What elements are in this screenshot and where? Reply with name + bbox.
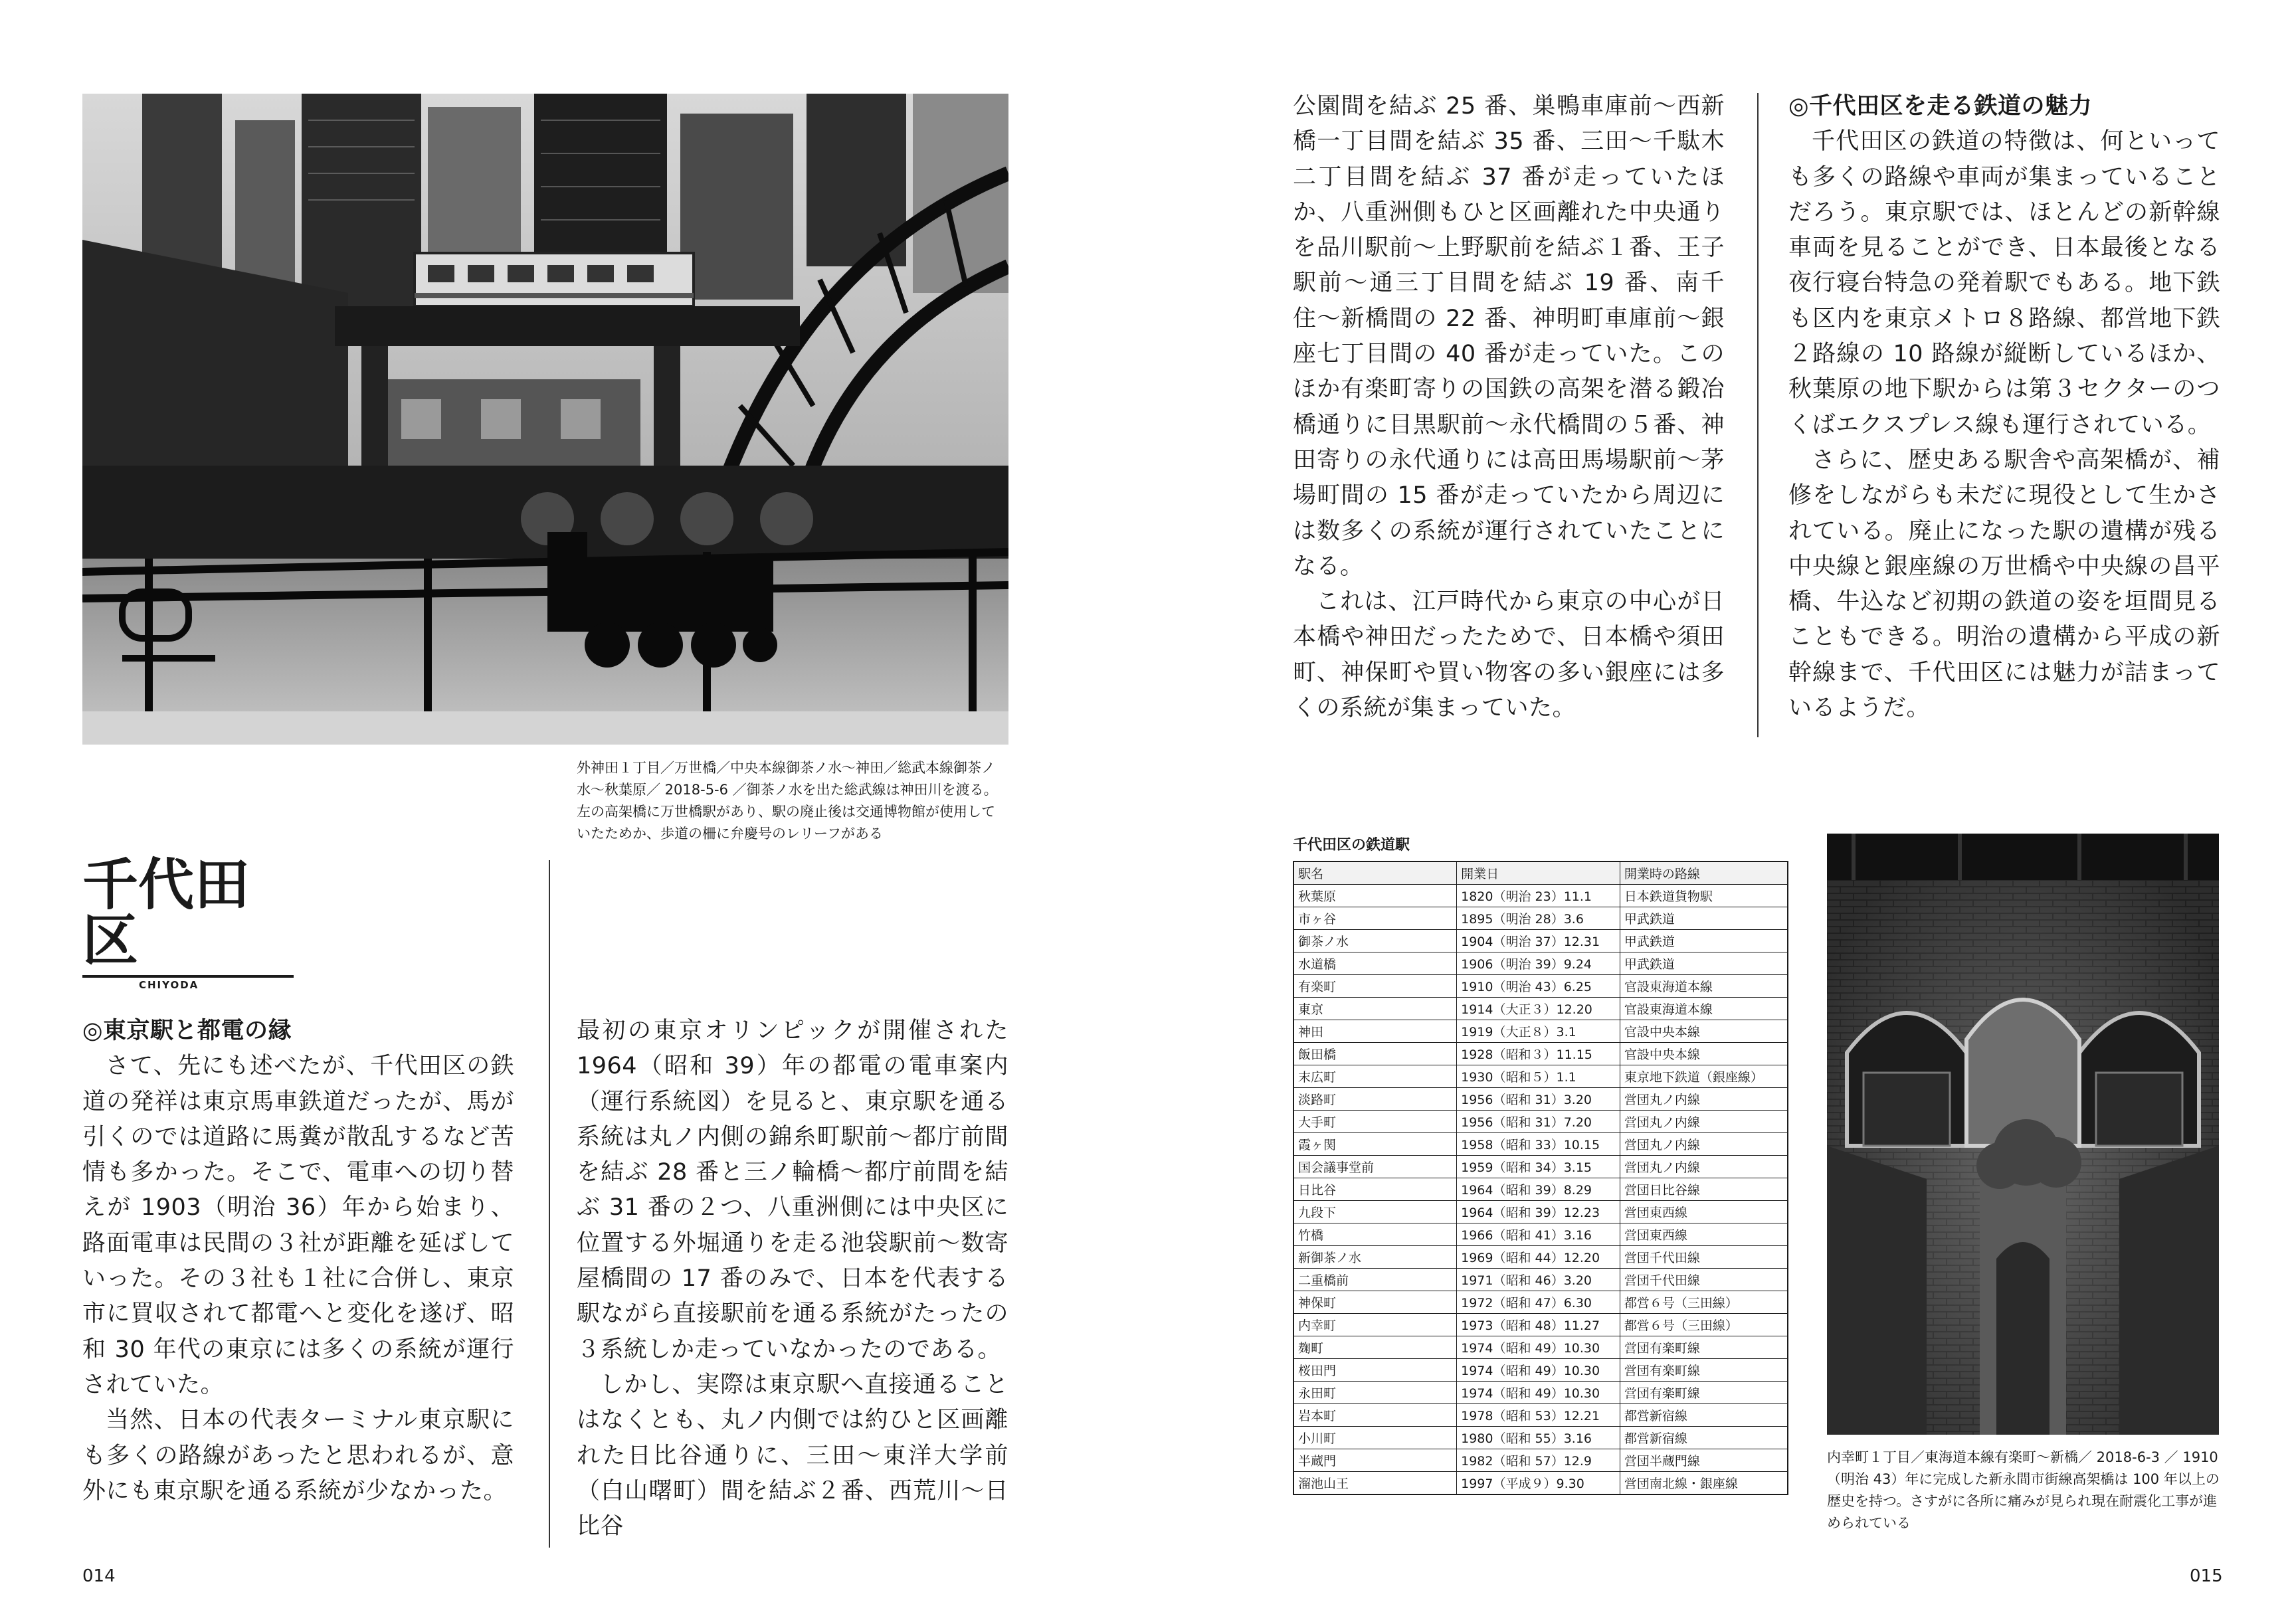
table-row: [1293, 1088, 1788, 1111]
table-row: [1293, 1314, 1788, 1336]
station-name-cell: 溜池山王: [1293, 1472, 1457, 1495]
brick-viaduct-photo-illustration: [1827, 834, 2219, 1435]
opening-date-cell: 1974（昭和 49）10.30: [1457, 1336, 1620, 1359]
station-name-cell: 有楽町: [1293, 975, 1457, 998]
opening-date-cell: 1928（昭和３）11.15: [1457, 1043, 1620, 1065]
opening-date-cell: 1982（昭和 57）12.9: [1457, 1449, 1620, 1472]
opening-date-cell: 1910（明治 43）6.25: [1457, 975, 1620, 998]
body-paragraph: 公園間を結ぶ 25 番、巣鴨車庫前〜西新橋一丁目間を結ぶ 35 番、三田〜千駄木二丁目間を結ぶ 37 番が走っていたほか、八重洲側もひと区画離れた中央通りを品川駅前〜上野駅前を結ぶ１番、王子駅前〜通三丁目間を結ぶ 19 番、南千住〜新橋間の 22 番、神明町車庫前〜銀座七丁目間の 40 番が走っていた。このほか有楽町寄りの国鉄の高架を潜る鍛冶橋通りに目黒駅前〜永代橋間の５番、神田寄りの永代通りには高田馬場駅前〜茅場町間の 15 番が走っていたから周辺には数多くの系統が運行されていたことになる。: [1293, 93, 1725, 580]
opening-date-cell: 1930（昭和５）1.1: [1457, 1065, 1620, 1088]
table-row: [1293, 1043, 1788, 1065]
body-paragraph: さらに、歴史ある駅舎や高架橋が、補修をしながらも未だに現役として生かされている。廃止になった駅の遺構が残る中央線と銀座線の万世橋や中央線の昌平橋、牛込など初期の鉄道の姿を垣間見ることもできる。明治の遺構から平成の新幹線まで、千代田区には魅力が詰まっているようだ。: [1788, 446, 2220, 722]
table-row: [1293, 1359, 1788, 1382]
original-line-cell: 営団有楽町線: [1620, 1382, 1788, 1404]
station-name-cell: 永田町: [1293, 1382, 1457, 1404]
original-line-cell: 営団丸ノ内線: [1620, 1088, 1788, 1111]
opening-date-cell: 1906（明治 39）9.24: [1457, 952, 1620, 975]
table-header-cell: 駅名: [1293, 861, 1457, 885]
station-name-cell: 桜田門: [1293, 1359, 1457, 1382]
original-line-cell: 甲武鉄道: [1620, 930, 1788, 952]
original-line-cell: 営団半蔵門線: [1620, 1449, 1788, 1472]
table-row: [1293, 1269, 1788, 1291]
station-name-cell: 九段下: [1293, 1201, 1457, 1223]
opening-date-cell: 1820（明治 23）11.1: [1457, 885, 1620, 907]
opening-date-cell: 1978（昭和 53）12.21: [1457, 1404, 1620, 1427]
station-name-cell: 霞ヶ関: [1293, 1133, 1457, 1156]
original-line-cell: 甲武鉄道: [1620, 907, 1788, 930]
opening-date-cell: 1956（昭和 31）3.20: [1457, 1088, 1620, 1111]
table-row: [1293, 1336, 1788, 1359]
title-underline: [82, 975, 294, 978]
original-line-cell: 官設中央本線: [1620, 1020, 1788, 1043]
station-name-cell: 秋葉原: [1293, 885, 1457, 907]
left-column-2: [577, 1014, 1008, 1544]
table-row: [1293, 1201, 1788, 1223]
section-heading-railway-charm: ◎千代田区を走る鉄道の魅力: [1788, 93, 2093, 120]
table-row: [1293, 1133, 1788, 1156]
body-paragraph: しかし、実際は東京駅へ直接通ることはなくとも、丸ノ内側では約ひと区画離れた日比谷通りに、三田〜東洋大学前（白山曙町）間を結ぶ２番、西荒川〜日比谷: [577, 1371, 1008, 1540]
table-row: [1293, 1404, 1788, 1427]
table-row: [1293, 975, 1788, 998]
station-name-cell: 神田: [1293, 1020, 1457, 1043]
station-name-cell: 市ヶ谷: [1293, 907, 1457, 930]
table-row: [1293, 1223, 1788, 1246]
table-row: [1293, 1382, 1788, 1404]
bridge-train-photo-illustration: [82, 94, 1008, 745]
opening-date-cell: 1969（昭和 44）12.20: [1457, 1246, 1620, 1269]
table-row: [1293, 952, 1788, 975]
original-line-cell: 営団丸ノ内線: [1620, 1133, 1788, 1156]
station-name-cell: 御茶ノ水: [1293, 930, 1457, 952]
opening-date-cell: 1956（昭和 31）7.20: [1457, 1111, 1620, 1133]
left-column-1: [82, 1014, 514, 1509]
table-row: [1293, 907, 1788, 930]
bridge-train-photo: [82, 94, 1008, 745]
original-line-cell: 都営６号（三田線）: [1620, 1314, 1788, 1336]
body-paragraph: さて、先にも述べたが、千代田区の鉄道の発祥は東京馬車鉄道だったが、馬が引くのでは道路に馬糞が散乱するなど苦情も多かった。そこで、電車への切り替えが 1903（明治 36）年から始まり、路面電車は民間の３社が距離を延ばしていった。その３社も１社に合併し、東京市に買収されて都電へと変化を遂げ、昭和 30 年代の東京には多くの系統が運行されていた。: [82, 1053, 514, 1398]
opening-date-cell: 1973（昭和 48）11.27: [1457, 1314, 1620, 1336]
station-name-cell: 淡路町: [1293, 1088, 1457, 1111]
station-name-cell: 二重橋前: [1293, 1269, 1457, 1291]
original-line-cell: 東京地下鉄道（銀座線）: [1620, 1065, 1788, 1088]
original-line-cell: 官設東海道本線: [1620, 998, 1788, 1020]
opening-date-cell: 1964（昭和 39）12.23: [1457, 1201, 1620, 1223]
opening-date-cell: 1914（大正３）12.20: [1457, 998, 1620, 1020]
station-name-cell: 飯田橋: [1293, 1043, 1457, 1065]
station-name-cell: 東京: [1293, 998, 1457, 1020]
station-name-cell: 新御茶ノ水: [1293, 1246, 1457, 1269]
brick-viaduct-photo: [1827, 834, 2219, 1435]
table-row: [1293, 1449, 1788, 1472]
table-row: [1293, 930, 1788, 952]
opening-date-cell: 1980（昭和 55）3.16: [1457, 1427, 1620, 1449]
station-name-cell: 水道橋: [1293, 952, 1457, 975]
station-name-cell: 竹橋: [1293, 1223, 1457, 1246]
original-line-cell: 営団丸ノ内線: [1620, 1111, 1788, 1133]
opening-date-cell: 1895（明治 28）3.6: [1457, 907, 1620, 930]
table-row: [1293, 1178, 1788, 1201]
opening-date-cell: 1997（平成９）9.30: [1457, 1472, 1620, 1495]
table-header-row: [1293, 861, 1788, 885]
original-line-cell: 官設東海道本線: [1620, 975, 1788, 998]
table-row: [1293, 1246, 1788, 1269]
table-row: [1293, 1111, 1788, 1133]
opening-date-cell: 1974（昭和 49）10.30: [1457, 1382, 1620, 1404]
table-row: [1293, 1020, 1788, 1043]
original-line-cell: 甲武鉄道: [1620, 952, 1788, 975]
right-column-2: [1788, 89, 2220, 726]
table-row: [1293, 1427, 1788, 1449]
ward-title-block: [82, 852, 302, 991]
table-row: [1293, 1156, 1788, 1178]
station-name-cell: 内幸町: [1293, 1314, 1457, 1336]
original-line-cell: 営団東西線: [1620, 1201, 1788, 1223]
opening-date-cell: 1919（大正８）3.1: [1457, 1020, 1620, 1043]
opening-date-cell: 1958（昭和 33）10.15: [1457, 1133, 1620, 1156]
original-line-cell: 営団有楽町線: [1620, 1336, 1788, 1359]
original-line-cell: 営団日比谷線: [1620, 1178, 1788, 1201]
station-name-cell: 半蔵門: [1293, 1449, 1457, 1472]
table-header-cell: 開業時の路線: [1620, 861, 1788, 885]
opening-date-cell: 1904（明治 37）12.31: [1457, 930, 1620, 952]
original-line-cell: 営団千代田線: [1620, 1246, 1788, 1269]
original-line-cell: 営団南北線・銀座線: [1620, 1472, 1788, 1495]
original-line-cell: 官設中央本線: [1620, 1043, 1788, 1065]
opening-date-cell: 1972（昭和 47）6.30: [1457, 1291, 1620, 1314]
station-name-cell: 国会議事堂前: [1293, 1156, 1457, 1178]
station-name-cell: 小川町: [1293, 1427, 1457, 1449]
page-number-left: 014: [82, 1566, 116, 1586]
ward-title: 千代田区: [82, 852, 250, 973]
original-line-cell: 都営新宿線: [1620, 1427, 1788, 1449]
station-name-cell: 岩本町: [1293, 1404, 1457, 1427]
station-name-cell: 麹町: [1293, 1336, 1457, 1359]
original-line-cell: 営団千代田線: [1620, 1269, 1788, 1291]
ward-title-en: CHIYODA: [139, 979, 199, 991]
original-line-cell: 都営新宿線: [1620, 1404, 1788, 1427]
table-row: [1293, 1472, 1788, 1495]
opening-date-cell: 1966（昭和 41）3.16: [1457, 1223, 1620, 1246]
station-name-cell: 日比谷: [1293, 1178, 1457, 1201]
table-row: [1293, 1291, 1788, 1314]
body-paragraph: 当然、日本の代表ターミナル東京駅にも多くの路線があったと思われるが、意外にも東京駅を通る系統が少なかった。: [82, 1407, 514, 1504]
original-line-cell: 営団東西線: [1620, 1223, 1788, 1246]
opening-date-cell: 1959（昭和 34）3.15: [1457, 1156, 1620, 1178]
body-paragraph: これは、江戸時代から東京の中心が日本橋や神田だったためで、日本橋や須田町、神保町や買い物客の多い銀座には多くの系統が集まっていた。: [1293, 588, 1725, 722]
left-column-divider: [549, 860, 550, 1548]
right-column-1: [1293, 89, 1725, 726]
left-photo-caption: 外神田１丁目／万世橋／中央本線御茶ノ水〜神田／総武本線御茶ノ水〜秋葉原／ 2018-5-6 ／御茶ノ水を出た総武線は神田川を渡る。左の高架橋に万世橋駅があり、駅の廃止後は交通博物館が使用していたためか、歩道の柵に弁慶号のレリーフがある: [577, 760, 998, 842]
table-row: [1293, 1065, 1788, 1088]
right-column-divider: [1757, 93, 1759, 737]
page-number-right: 015: [2190, 1566, 2223, 1586]
opening-date-cell: 1964（昭和 39）8.29: [1457, 1178, 1620, 1201]
right-photo-caption: 内幸町１丁目／東海道本線有楽町〜新橋／ 2018-6-3 ／ 1910（明治 43）年に完成した新永間市街線高架橋は 100 年以上の歴史を持つ。さすがに各所に痛みが見られ現在耐震化工事が進められている: [1827, 1449, 2220, 1531]
station-name-cell: 神保町: [1293, 1291, 1457, 1314]
table-row: [1293, 885, 1788, 907]
section-heading-tokyo-station: ◎東京駅と都電の縁: [82, 1018, 292, 1044]
station-name-cell: 大手町: [1293, 1111, 1457, 1133]
body-paragraph: 最初の東京オリンピックが開催された 1964（昭和 39）年の都電の電車案内（運行系統図）を見ると、東京駅を通る系統は丸ノ内側の錦糸町駅前〜都庁前間を結ぶ 28 番と三ノ輪橋〜都庁前間を結ぶ 31 番の２つ、八重洲側には中央区に位置する外堀通りを走る池袋駅前〜数寄屋橋間の 17 番のみで、日本を代表する駅ながら直接駅前を通る系統がたったの３系統しか走っていなかったのである。: [577, 1018, 1008, 1363]
opening-date-cell: 1971（昭和 46）3.20: [1457, 1269, 1620, 1291]
opening-date-cell: 1974（昭和 49）10.30: [1457, 1359, 1620, 1382]
station-name-cell: 末広町: [1293, 1065, 1457, 1088]
station-table-title: 千代田区の鉄道駅: [1293, 837, 1410, 854]
original-line-cell: 都営６号（三田線）: [1620, 1291, 1788, 1314]
original-line-cell: 営団有楽町線: [1620, 1359, 1788, 1382]
body-paragraph: 千代田区の鉄道の特徴は、何といっても多くの路線や車両が集まっていることだろう。東京駅では、ほとんどの新幹線車両を見ることができ、日本最後となる夜行寝台特急の発着駅でもある。地下鉄も区内を東京メトロ８路線、都営地下鉄２路線の 10 路線が縦断しているほか、秋葉原の地下駅からは第３セクターのつくばエクスプレス線も運行されている。: [1788, 128, 2220, 438]
original-line-cell: 営団丸ノ内線: [1620, 1156, 1788, 1178]
table-row: [1293, 998, 1788, 1020]
original-line-cell: 日本鉄道貨物駅: [1620, 885, 1788, 907]
station-table: [1293, 861, 1788, 1495]
table-header-cell: 開業日: [1457, 861, 1620, 885]
